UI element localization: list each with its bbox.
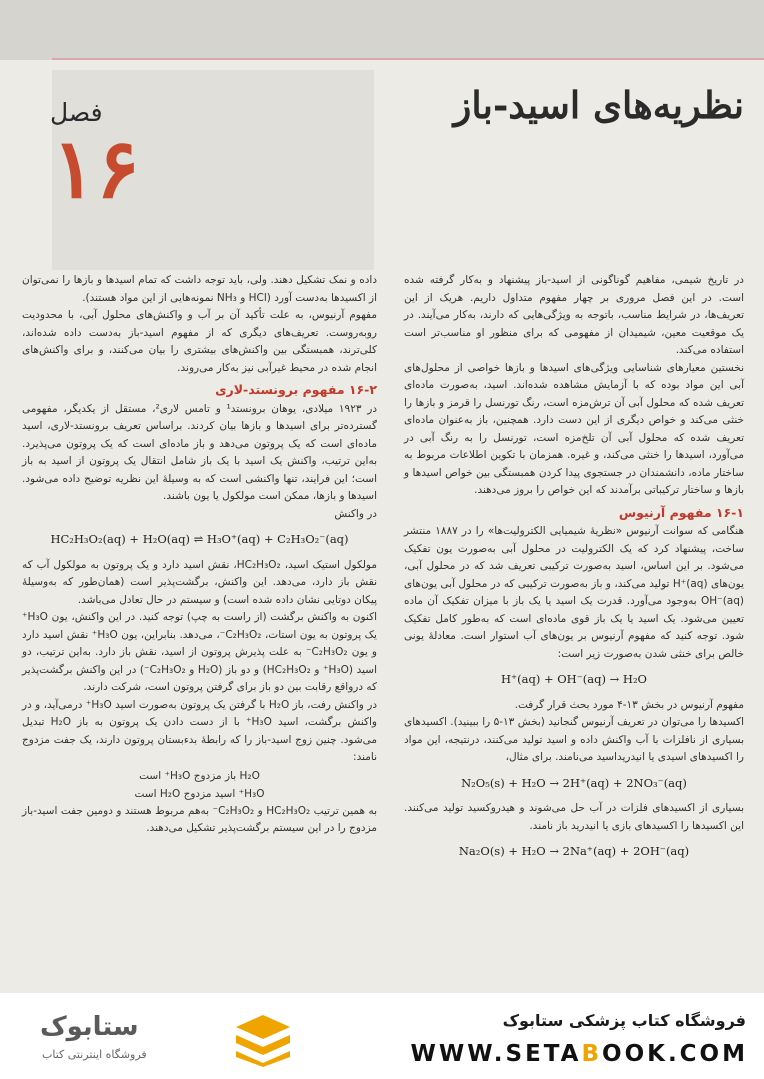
paragraph: هنگامی که سوانت آرنیوس «نظریهٔ شیمیایی الکترولیت‌ها» را در ۱۸۸۷ منتشر ساخت، پیشنهاد کرد که یک الکترولیت در محلول آبی به‌صورت یون تفکیک می‌شود. بر این اساس، اسید به‌صورت ترکیبی تعریف شد که در محلول آبی، یون‌های H⁺(aq) تولید می‌کند، و باز به‌صورت ترکیبی که در محلول آبی یون‌های OH⁻(aq) به‌وجود می‌آورد. قدرت یک اسید یا یک باز با میزان تفکیک آن ماده تعیین می‌شود. یک اسید یا یک باز قوی ماده‌ای است که به‌طور کامل تفکیک شود. توجه کنید که مفهوم آرنیوس بر یون‌های آب استوار است. معادلهٔ یونی خالص برای خنثی شدن به‌صورت زیر است: [404, 525, 745, 660]
logo-subtitle: فروشگاه اینترنتی کتاب [42, 1048, 147, 1061]
paragraph: در تاریخ شیمی، مفاهیم گوناگونی از اسید-باز پیشنهاد و به‌کار گرفته شده است. در این فصل مروری بر چهار مفهوم متداول داریم. هریک از این تعریف‌ها، در شرایط مناسب، باتوجه به ویژگی‌هایی که دارند، به‌کار می‌آیند. در یک موقعیت معین، شیمیدان از مفهومی که برای منظور او مناسب‌تر است استفاده می‌کند. [404, 274, 744, 356]
conjugate-pair-line: H₃O⁺ اسید مزدوج H₂O است [134, 787, 265, 800]
logo-text: ستابوک [40, 1012, 139, 1042]
equation-acetic-acid: HC₂H₃O₂(aq) + H₂O(aq) ⇌ H₃O⁺(aq) + C₂H₃O₂⁻(aq) [50, 532, 349, 546]
paragraph: به همین ترتیب HC₂H₃O₂ و C₂H₃O₂⁻ به‌هم مربوط هستند و دومین جفت اسید-باز مزدوج را در این سیستم برگشت‌پذیر تشکیل می‌دهند. [22, 804, 378, 834]
chapter-title: نظریه‌های اسید-باز [453, 83, 744, 127]
section-heading-16-1: ۱۶-۱ مفهوم آرنیوس [618, 504, 744, 520]
right-column [404, 272, 744, 869]
url-part: OOK.COM [602, 1041, 748, 1067]
header-rule [52, 58, 764, 60]
store-url [411, 1041, 748, 1067]
chapter-number: ۱۶ [52, 121, 141, 217]
conjugate-pair-line: H₂O باز مزدوج H₃O⁺ است [139, 769, 260, 782]
paragraph: داده و نمک تشکیل دهند. ولی، باید توجه داشت که تمام اسیدها و بازها را نمی‌توان از اکسیدها به‌دست آورد (HCl و NH₃ نمونه‌هایی از این مواد هستند). [22, 274, 377, 304]
url-accent: B [581, 1041, 603, 1067]
paragraph: در واکنش رفت، باز H₂O با گرفتن یک پروتون به‌صورت اسید H₃O⁺ درمی‌آید، و در واکنش برگشت، اسید H₃O⁺ با از دست دادن یک پروتون به باز H₂O تبدیل می‌شود. چنین زوج اسید-باز را که رابطهٔ بدءبستان پروتون دارند، یک جفت مزدوج نامند: [22, 698, 378, 763]
paragraph: بسیاری از اکسیدهای فلزات در آب حل می‌شوند و هیدروکسید تولید می‌کنند. این اکسیدها را اکسیدهای بازی یا انیدرید باز نامند. [404, 802, 744, 832]
previous-page-bleed [0, 0, 764, 60]
paragraph: اکسیدها را می‌توان در تعریف آرنیوس گنجانید (بخش ۱۳-۵ را ببینید). اکسیدهای بسیاری از نافلزات با آب واکنش داده و اسید تولید می‌کنند، درنتیجه، این مواد را اکسیدهای اسیدی یا انیدریداسید می‌نامند. برای مثال، [404, 716, 744, 763]
equation-na2o: Na₂O(s) + H₂O → 2Na⁺(aq) + 2OH⁻(aq) [458, 844, 690, 858]
equation-n2o5: N₂O₅(s) + H₂O → 2H⁺(aq) + 2NO₃⁻(aq) [461, 775, 687, 790]
section-heading-16-2: ۱۶-۲ مفهوم برونستد-لاری [215, 382, 377, 397]
equation-neutralization: H⁺(aq) + OH⁻(aq) → H₂O [501, 672, 647, 686]
paragraph: نخستین معیارهای شناسایی ویژگی‌های اسیدها و بازها خواصی از محلول‌های آبی این مواد بوده که با آزمایش مشاهده شده‌اند. اسید، به‌صورت ماده‌ای تعریف شده که محلول آبی آن ترش‌مزه است، رنگ تورنسل را قرمز و بازها را خنثی می‌کند و خواص دیگری از این دست دارد. همچنین، باز به‌عنوان ماده‌ای تعریف شده که محلول آبی آن تلخ‌مزه است، تورنسل را به رنگ آبی در می‌آورد، اسیدها را خنثی می‌کند، و غیره. همزمان با تکوین اطلاعات مربوط به ساختار ماده، دانشمندان در جستجوی پیدا کردن همبستگی بین خواص اسیدها و بازها و ساختار ترکیباتی برآمدند که این خواص را بروز می‌دهند. [404, 361, 744, 496]
chapter-label: فصل [50, 98, 103, 127]
book-logo-icon [232, 1013, 294, 1067]
paragraph: در واکنش [334, 507, 377, 520]
url-part: WWW.SETA [410, 1041, 582, 1067]
store-name: فروشگاه کتاب پزشکی ستابوک [502, 1011, 746, 1030]
paragraph: مولکول استیک اسید، HC₂H₃O₂، نقش اسید دارد و یک پروتون به مولکول آب که نقش باز دارد، می‌دهد. این واکنش، برگشت‌پذیر است (همان‌طور که به‌وسیلهٔ پیکان دوتایی نشان داده شده است) و سیستم در حال تعادل می‌باشد. [22, 558, 377, 606]
left-column [22, 272, 377, 838]
paragraph: اکنون به واکنش برگشت (از راست به چپ) توجه کنید. در این واکنش، یون H₃O⁺ یک پروتون به یون استات، C₂H₃O₂⁻، می‌دهد. بنابراین، یون H₃O⁺ نقش اسید دارد و یون C₂H₃O₂⁻ به علت پذیرش پروتون از اسید، نقش باز دارد. به‌این ترتیب، دو اسید (H₃O⁺ و HC₂H₃O₂) و دو باز (H₂O و C₂H₃O₂⁻) در این واکنش برگشت‌پذیر که درواقع رقابت بین دو باز برای گرفتن پروتون است، شرکت دارند. [22, 611, 377, 693]
paragraph: مفهوم آرنیوس، به علت تأکید آن بر آب و واکنش‌های محلول آبی، با محدودیت روبه‌روست. تعریف‌های دیگری که از مفهوم اسید-باز به‌دست داده شده‌اند، کلی‌ترند، همبستگی بین واکنش‌های بیشتری را بیان می‌کنند، و برای واکنش‌های انجام شده در محیط غیرآبی نیز به‌کار می‌روند. [22, 309, 377, 374]
paragraph: در ۱۹۲۳ میلادی، یوهان برونستد¹ و تامس لاری²، مستقل از یکدیگر، مفهومی گسترده‌تر برای اسیدها و بازها بیان کردند. براساس تعریف برونستد-لاری، اسید ماده‌ای است که یک پروتون می‌دهد و باز ماده‌ای است که یک پروتون می‌پذیرد. به‌این ترتیب، واکنش یک اسید با یک باز شامل انتقال یک پروتون از اسید به باز است؛ این فرایند، تنها واکنشی است که به وسیلهٔ این نظریه توضیح داده می‌شود. اسیدها و بازها، ممکن است مولکول یا یون باشند. [22, 402, 377, 502]
paragraph: مفهوم آرنیوس در بخش ۱۳-۴ مورد بحث قرار گرفت. [514, 698, 744, 711]
